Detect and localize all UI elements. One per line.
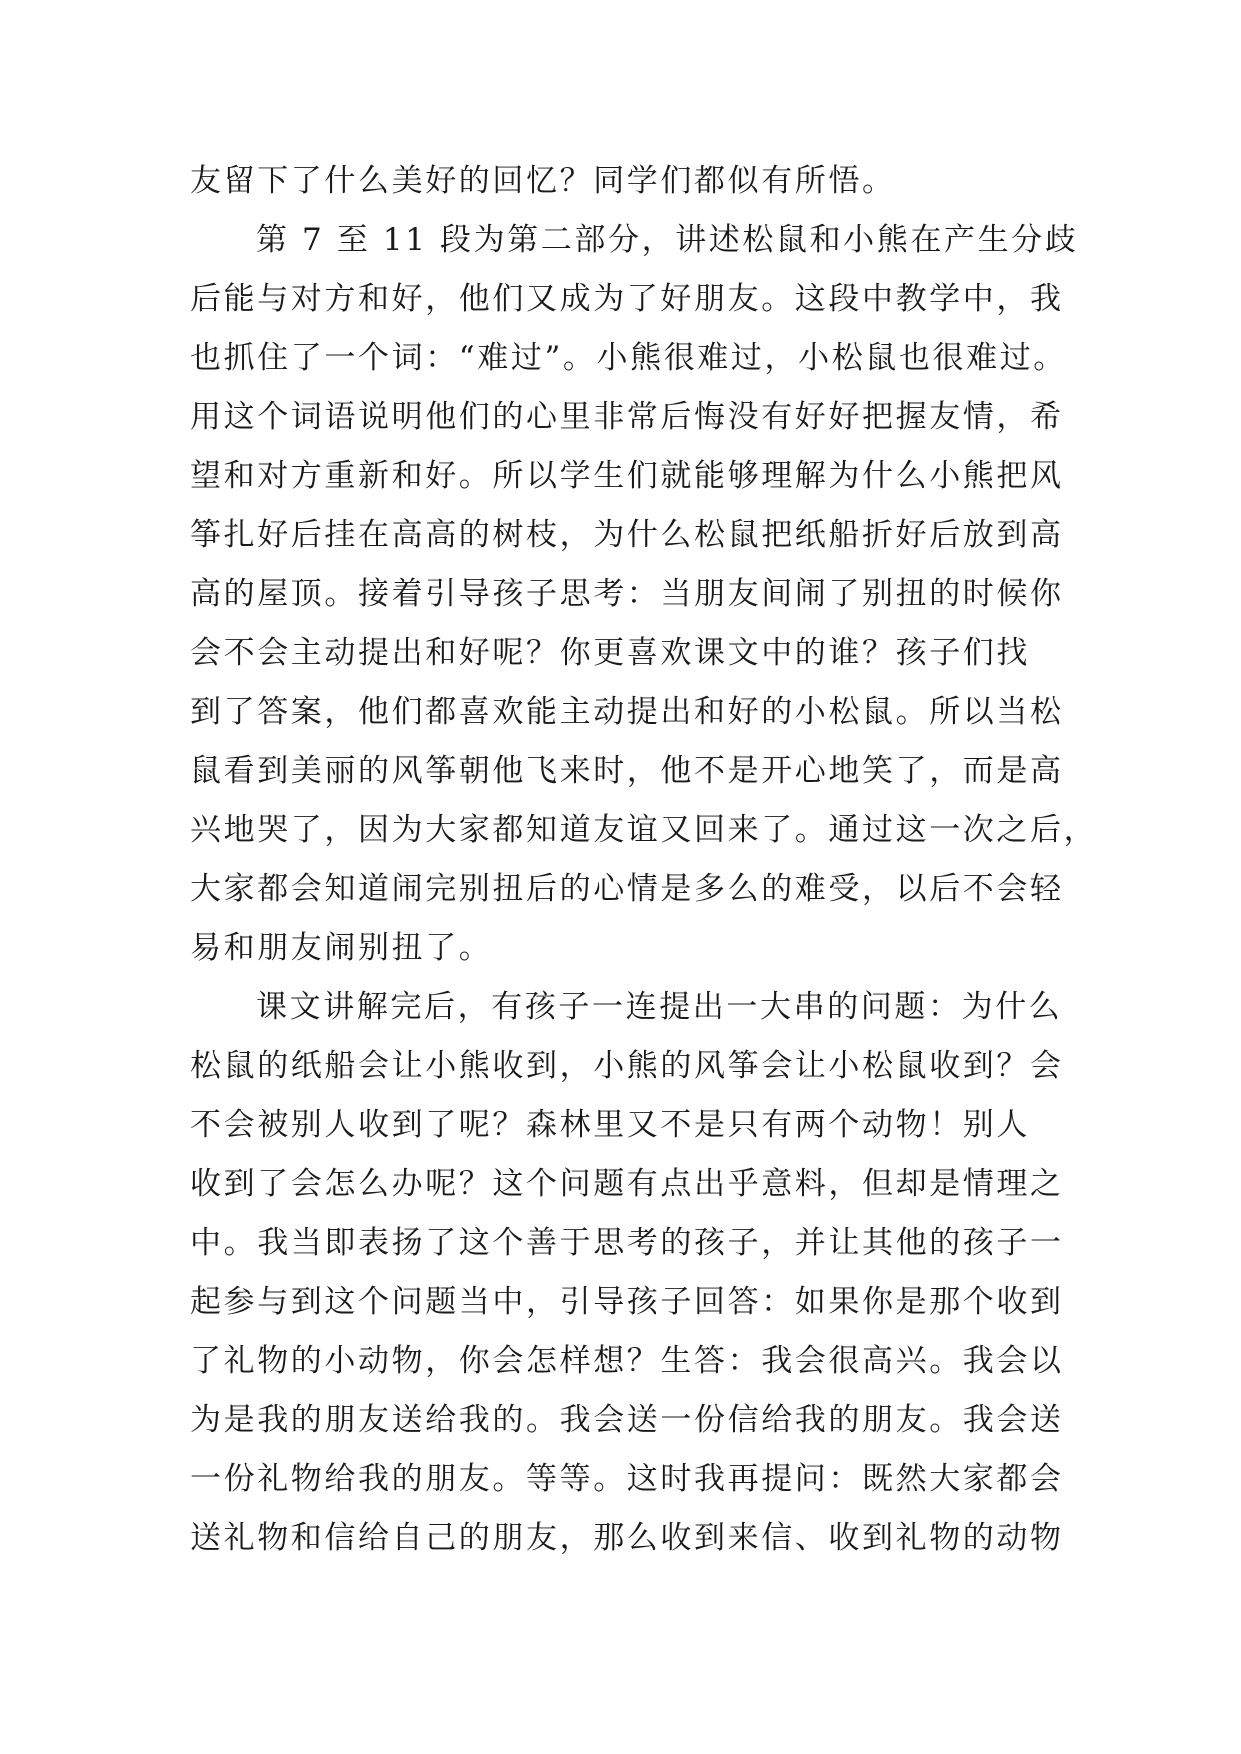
text-line: 为是我的朋友送给我的。我会送一份信给我的朋友。我会送 (190, 1402, 1064, 1438)
text-line: 会不会主动提出和好呢？你更喜欢课文中的谁？孩子们找 (190, 635, 1030, 671)
text-line: 后能与对方和好，他们又成为了好朋友。这段中教学中，我 (190, 281, 1064, 317)
text-line: 中。我当即表扬了这个善于思考的孩子，并让其他的孩子一 (190, 1225, 1064, 1261)
text-line: 兴地哭了，因为大家都知道友谊又回来了。通过这一次之后， (190, 812, 1098, 848)
text-line: 一份礼物给我的朋友。等等。这时我再提问：既然大家都会 (190, 1461, 1064, 1497)
text-line: 用这个词语说明他们的心里非常后悔没有好好把握友情，希 (190, 399, 1064, 435)
text-line: 不会被别人收到了呢？森林里又不是只有两个动物！别人 (190, 1107, 1030, 1143)
text-line: 了礼物的小动物，你会怎样想？生答：我会很高兴。我会以 (190, 1343, 1064, 1379)
text-line: 易和朋友闹别扭了。 (190, 930, 493, 966)
paragraph-first-line: 第 7 至 11 段为第二部分，讲述松鼠和小熊在产生分歧 (256, 222, 1079, 258)
text-line: 筝扎好后挂在高高的树枝，为什么松鼠把纸船折好后放到高 (190, 517, 1064, 553)
text-line: 松鼠的纸船会让小熊收到，小熊的风筝会让小松鼠收到？会 (190, 1048, 1064, 1084)
text-line: 收到了会怎么办呢？这个问题有点出乎意料，但却是情理之 (190, 1166, 1064, 1202)
text-line: 高的屋顶。接着引导孩子思考：当朋友间闹了别扭的时候你 (190, 576, 1064, 612)
text-line: 友留下了什么美好的回忆？同学们都似有所悟。 (190, 163, 896, 199)
text-line: 鼠看到美丽的风筝朝他飞来时，他不是开心地笑了，而是高 (190, 753, 1064, 789)
text-line: 送礼物和信给自己的朋友，那么收到来信、收到礼物的动物 (190, 1520, 1064, 1556)
text-line: 大家都会知道闹完别扭后的心情是多么的难受，以后不会轻 (190, 871, 1064, 907)
text-line: 望和对方重新和好。所以学生们就能够理解为什么小熊把风 (190, 458, 1064, 494)
body-text (190, 152, 1098, 1568)
text-line: 也抓住了一个词：“难过”。小熊很难过，小松鼠也很难过。 (190, 340, 1067, 376)
paragraph-first-line: 课文讲解完后，有孩子一连提出一大串的问题：为什么 (256, 989, 1063, 1025)
text-line: 到了答案，他们都喜欢能主动提出和好的小松鼠。所以当松 (190, 694, 1064, 730)
text-line: 起参与到这个问题当中，引导孩子回答：如果你是那个收到 (190, 1284, 1064, 1320)
